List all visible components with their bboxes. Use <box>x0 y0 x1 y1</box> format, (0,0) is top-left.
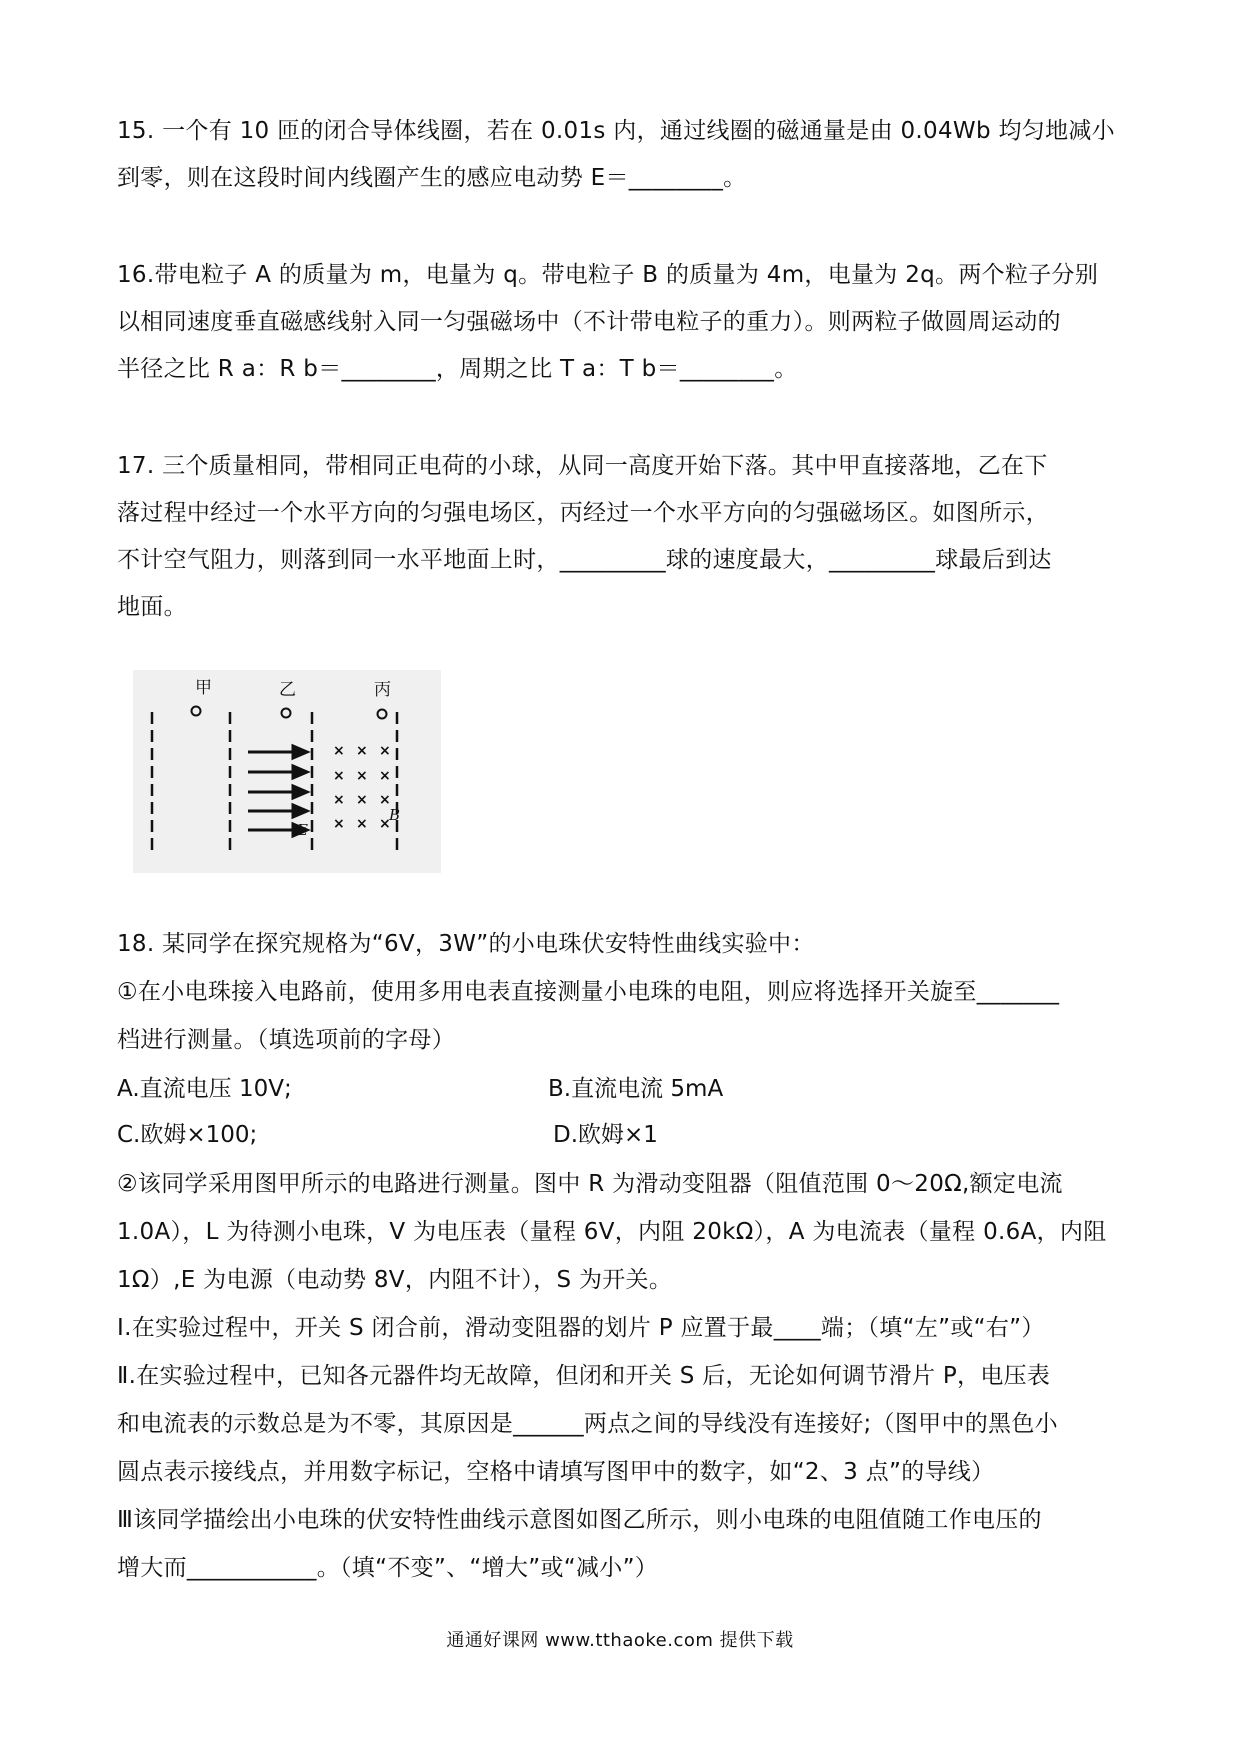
q15-line-2: 到零，则在这段时间内线圈产生的感应电动势 E＝________。 <box>117 165 747 191</box>
q16-line-1: 16.带电粒子 A 的质量为 m，电量为 q。带电粒子 B 的质量为 4m，电量为 2q。两个粒子分别 <box>117 262 1099 288</box>
question-15 <box>117 108 1127 202</box>
svg-text:×: × <box>333 816 345 832</box>
q18-part2-line-3: 1Ω）,E 为电源（电动势 8V，内阻不计），S 为开关。 <box>117 1267 673 1293</box>
q17-line-2: 落过程中经过一个水平方向的匀强电场区，丙经过一个水平方向的匀强磁场区。如图所示， <box>117 500 1049 526</box>
q18-sub3-line-1: Ⅲ该同学描绘出小电珠的伏安特性曲线示意图如图乙所示，则小电珠的电阻值随工作电压的 <box>117 1507 1042 1533</box>
svg-text:×: × <box>356 768 368 784</box>
option-b: B.直流电流 5mA <box>548 1076 724 1102</box>
label-E: E <box>297 821 308 839</box>
svg-text:×: × <box>356 816 368 832</box>
ball-yi <box>282 709 291 718</box>
question-17 <box>117 443 1127 631</box>
svg-text:×: × <box>379 768 391 784</box>
question-18-part-2 <box>117 1160 1127 1592</box>
q16-line-2: 以相同速度垂直磁感线射入同一匀强磁场中（不计带电粒子的重力）。则两粒子做圆周运动的 <box>117 309 1061 335</box>
option-d: D.欧姆×1 <box>553 1122 658 1148</box>
q18-sub2-line-1: Ⅱ.在实验过程中，已知各元器件均无故障，但闭和开关 S 后，无论如何调节滑片 P，电压表 <box>117 1363 1051 1389</box>
falling-balls-figure <box>133 670 441 873</box>
svg-text:×: × <box>379 743 391 759</box>
q18-part1-line-1: ①在小电珠接入电路前，使用多用电表直接测量小电珠的电阻，则应将选择开关旋至_______ <box>117 979 1060 1005</box>
label-yi: 乙 <box>279 680 296 700</box>
q18-sub2-line-2: 和电流表的示数总是为不零，其原因是______两点之间的导线没有连接好;（图甲中的黑色小 <box>117 1411 1058 1437</box>
svg-text:×: × <box>333 792 345 808</box>
q16-line-3: 半径之比 R a：R b＝________，周期之比 T a：T b＝________。 <box>117 356 798 382</box>
q15-line-1: 15. 一个有 10 匝的闭合导体线圈，若在 0.01s 内，通过线圈的磁通量是由 0.04Wb 均匀地减小 <box>117 118 1115 144</box>
svg-text:×: × <box>379 792 391 808</box>
q18-sub3-line-2: 增大而___________。（填“不变”、“增大”或“减小”） <box>117 1555 659 1581</box>
q18-intro: 18. 某同学在探究规格为“6V，3W”的小电珠伏安特性曲线实验中： <box>117 931 815 957</box>
ball-jia <box>192 707 201 716</box>
q18-sub1: Ⅰ.在实验过程中，开关 S 闭合前，滑动变阻器的划片 P 应置于最____端；（填“左”或“右”） <box>117 1315 1045 1341</box>
q18-part2-line-2: 1.0A），L 为待测小电珠，V 为电压表（量程 6V，内阻 20kΩ），A 为电流表（量程 0.6A，内阻 <box>117 1219 1107 1245</box>
q17-line-1: 17. 三个质量相同，带相同正电荷的小球，从同一高度开始下落。其中甲直接落地，乙在下 <box>117 453 1048 479</box>
q18-sub2-line-3: 圆点表示接线点，并用数字标记，空格中请填写图甲中的数字，如“2、3 点”的导线） <box>117 1459 995 1485</box>
ball-bing <box>378 710 387 719</box>
question-18 <box>117 920 1127 1064</box>
svg-text:×: × <box>356 743 368 759</box>
q17-line-3: 不计空气阻力，则落到同一水平地面上时，_________球的速度最大，_________球最后到达 <box>117 547 1052 573</box>
label-jia: 甲 <box>195 678 212 698</box>
q18-part1-line-2: 档进行测量。（填选项前的字母） <box>117 1027 455 1053</box>
option-a: A.直流电压 10V; <box>117 1076 292 1102</box>
svg-text:×: × <box>333 768 345 784</box>
question-16 <box>117 252 1127 393</box>
q17-line-4: 地面。 <box>117 594 187 620</box>
field-regions-diagram <box>133 670 441 873</box>
q18-part2-line-1: ②该同学采用图甲所示的电路进行测量。图中 R 为滑动变阻器（阻值范围 0～20Ω,额定电流 <box>117 1171 1063 1197</box>
svg-text:×: × <box>379 816 391 832</box>
page-footer: 通通好课网 www.tthaoke.com 提供下载 <box>446 1630 794 1651</box>
option-c: C.欧姆×100; <box>117 1122 258 1148</box>
svg-text:×: × <box>333 743 345 759</box>
label-bing: 丙 <box>374 680 391 700</box>
svg-text:×: × <box>356 792 368 808</box>
label-B: B <box>389 806 401 824</box>
